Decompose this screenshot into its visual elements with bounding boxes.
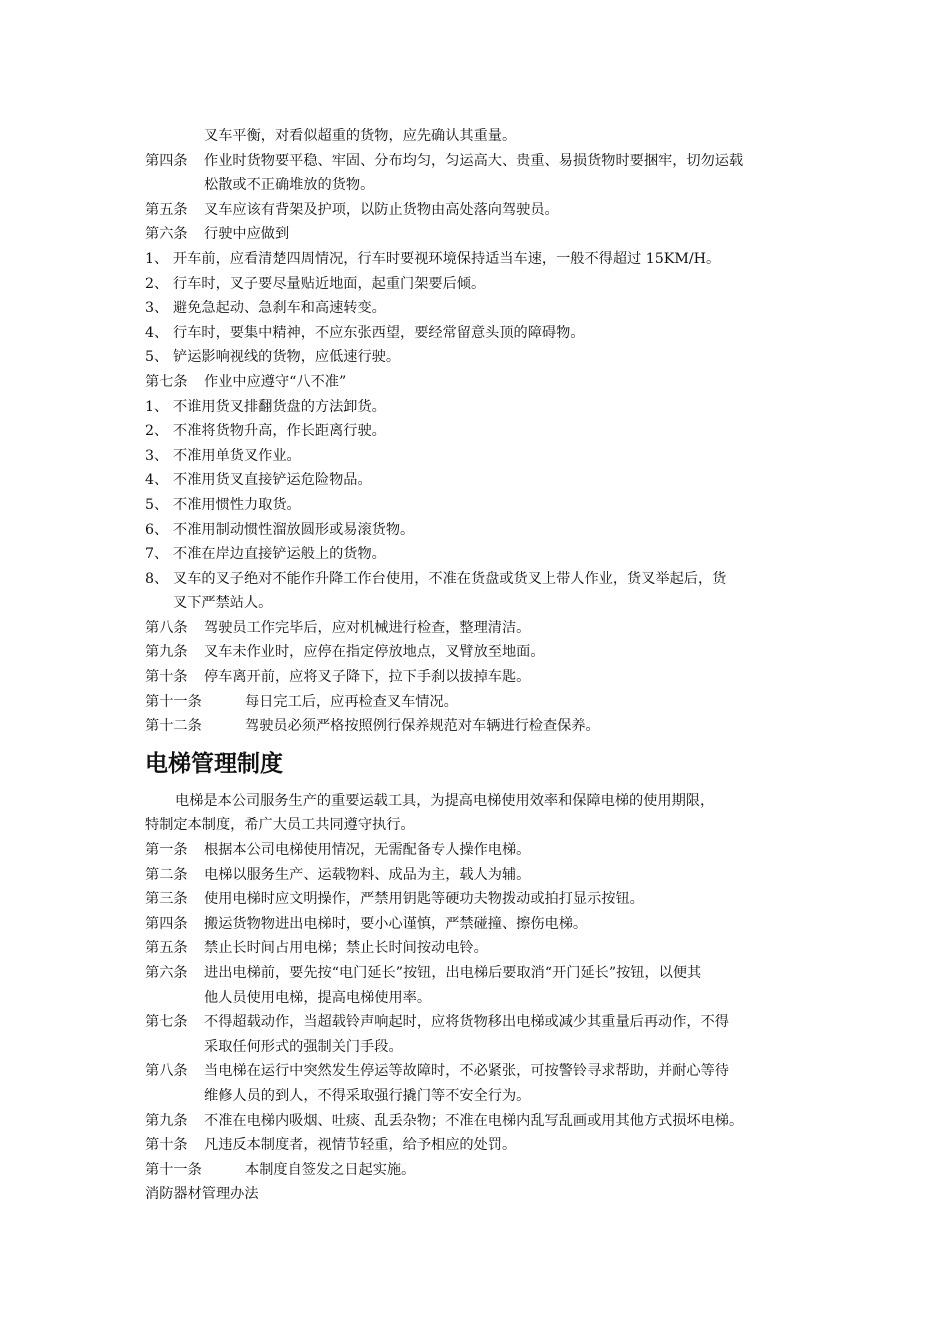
article-text: 使用电梯时应文明操作，严禁用钥匙等硬功夫物拨动或拍打显示按钮。 — [204, 891, 644, 908]
article-9 — [145, 640, 825, 665]
list-item-text: 避免急起动、急刹车和高速转变。 — [173, 300, 386, 317]
article-3 — [145, 887, 825, 912]
article-text: 叉车应该有背架及护项，以防止货物由高处落向驾驶员。 — [204, 201, 559, 218]
article-label: 第八条 — [145, 619, 188, 636]
article-11 — [145, 1158, 825, 1183]
article-1 — [145, 838, 825, 863]
article-label: 第二条 — [145, 866, 188, 883]
article-text: 根据本公司电梯使用情况，无需配备专人操作电梯。 — [204, 842, 531, 859]
list-item — [145, 567, 825, 592]
list-item-text: 不准用单货叉作业。 — [173, 447, 301, 464]
article-label: 第一条 — [145, 842, 188, 859]
article-7 — [145, 1010, 825, 1035]
list-item-number: 4、 — [145, 324, 169, 341]
list-item-continuation: 叉下严禁站人。 — [173, 595, 273, 612]
article-text: 驾驶员必须严格按照例行保养规范对车辆进行检查保养。 — [245, 718, 600, 735]
article-5 — [145, 936, 825, 961]
list-item-number: 2、 — [145, 275, 169, 292]
article-6 — [145, 961, 825, 986]
list-item-number: 6、 — [145, 521, 169, 538]
article-text: 叉车未作业时，应停在指定停放地点，叉臂放至地面。 — [204, 644, 545, 661]
list-item — [145, 419, 825, 444]
list-item-text: 不准用制动惯性溜放圆形或易滚货物。 — [173, 521, 415, 538]
section-heading: 电梯管理制度 — [145, 750, 283, 777]
article-4 — [145, 149, 825, 174]
list-item — [145, 247, 825, 272]
article-11 — [145, 690, 825, 715]
article-8 — [145, 1059, 825, 1084]
article-7 — [145, 370, 825, 395]
article-label: 第十一条 — [145, 693, 202, 710]
list-item-number: 5、 — [145, 349, 169, 366]
article-9 — [145, 1109, 825, 1134]
article-text: 停车离开前，应将叉子降下，拉下手刹以拔掉车匙。 — [204, 669, 531, 686]
list-item-text: 不谁用货叉排翻货盘的方法卸货。 — [173, 398, 386, 415]
list-item-text: 行车时，要集中精神，不应东张西望，要经常留意头顶的障碍物。 — [173, 324, 585, 341]
list-item-number: 1、 — [145, 398, 169, 415]
article-label: 第十二条 — [145, 718, 202, 735]
list-item — [145, 272, 825, 297]
article-8 — [145, 616, 825, 641]
list-item — [145, 395, 825, 420]
article-label: 第五条 — [145, 940, 188, 957]
article-text: 每日完工后，应再检查叉车情况。 — [245, 693, 458, 710]
list-item — [145, 468, 825, 493]
article-text: 电梯以服务生产、运载物料、成品为主，载人为辅。 — [204, 866, 531, 883]
article-text: 驾驶员工作完毕后，应对机械进行检查，整理清洁。 — [204, 619, 531, 636]
article-label: 第六条 — [145, 965, 188, 981]
list-item-number: 5、 — [145, 496, 169, 513]
list-item-text: 不准用货叉直接铲运危险物品。 — [173, 472, 372, 489]
article-text: 禁止长时间占用电梯；禁止长时间按动电铃。 — [204, 940, 488, 957]
list-item-text: 开车前，应看清楚四周情况，行车时要视环境保持适当车速，一般不得超过 15KM/H。 — [173, 250, 721, 267]
list-item — [145, 321, 825, 346]
paragraph-continuation: 叉车平衡，对看似超重的货物，应先确认其重量。 — [204, 128, 517, 144]
list-item-number: 3、 — [145, 300, 169, 317]
list-item — [145, 493, 825, 518]
list-item — [145, 518, 825, 543]
list-item-number: 7、 — [145, 546, 169, 563]
article-label: 第九条 — [145, 1112, 188, 1129]
list-item — [145, 444, 825, 469]
article-label: 第四条 — [145, 915, 188, 932]
list-item — [145, 542, 825, 567]
article-label: 第三条 — [145, 891, 188, 908]
article-label: 第五条 — [145, 201, 188, 218]
article-label: 第八条 — [145, 1063, 188, 1080]
article-8-continuation: 维修人员的到人，不得采取强行撬门等不安全行为。 — [204, 1087, 531, 1104]
list-item-number: 8、 — [145, 570, 169, 587]
list-item-number: 3、 — [145, 447, 169, 464]
article-text: 当电梯在运行中突然发生停运等故障时，不必紧张，可按警铃寻求帮助，并耐心等待 — [204, 1063, 729, 1080]
article-label: 第十条 — [145, 1137, 188, 1154]
intro-paragraph: 电梯是本公司服务生产的重要运载工具，为提高电梯使用效率和保障电梯的使用期限， — [175, 792, 715, 809]
list-item-text: 叉车的叉子绝对不能作升降工作台使用，不准在货盘或货叉上带人作业，货叉举起后，货 — [173, 570, 727, 587]
section-title: 消防器材管理办法 — [145, 1186, 259, 1203]
article-label: 第十一条 — [145, 1161, 202, 1178]
article-label: 第十条 — [145, 669, 188, 686]
document-body — [145, 124, 825, 1207]
article-label: 第六条 — [145, 226, 188, 243]
list-item-text: 铲运影响视线的货物，应低速行驶。 — [173, 349, 401, 366]
article-label: 第四条 — [145, 152, 188, 169]
article-text: 不得超载动作，当超载铃声响起时，应将货物移出电梯或减少其重量后再动作，不得 — [204, 1014, 729, 1031]
list-item-text: 不准用惯性力取货。 — [173, 496, 301, 513]
list-item-number: 4、 — [145, 472, 169, 489]
list-item — [145, 296, 825, 321]
article-text: 搬运货物物进出电梯时，要小心谨慎，严禁碰撞、擦伤电梯。 — [204, 915, 588, 932]
intro-paragraph-continuation: 特制定本制度，希广大员工共同遵守执行。 — [145, 817, 415, 834]
article-4 — [145, 912, 825, 937]
article-text: 凡违反本制度者，视情节轻重，给予相应的处罚。 — [204, 1137, 517, 1154]
list-item-text: 行车时，叉子要尽量贴近地面，起重门架要后倾。 — [173, 275, 486, 292]
list-item — [145, 345, 825, 370]
list-item-number: 1、 — [145, 250, 169, 267]
article-5 — [145, 198, 825, 223]
article-label: 第九条 — [145, 644, 188, 661]
article-text: 本制度自签发之日起实施。 — [245, 1161, 416, 1178]
list-item-number: 2、 — [145, 423, 169, 440]
article-2 — [145, 863, 825, 888]
article-6 — [145, 222, 825, 247]
article-text: 作业时货物要平稳、牢固、分布均匀，匀运高大、贵重、易损货物时要捆牢，切勿运载 — [204, 152, 744, 169]
article-4-continuation: 松散或不正确堆放的货物。 — [204, 177, 375, 194]
list-item-text: 不准将货物升高，作长距离行驶。 — [173, 423, 386, 440]
article-text: 行驶中应做到 — [204, 226, 290, 243]
article-text: 进出电梯前，要先按“电门延长”按钮，出电梯后要取消“开门延长”按钮，以便其 — [204, 965, 702, 981]
article-text: 作业中应遵守“八不准” — [204, 373, 347, 390]
article-10 — [145, 665, 825, 690]
article-6-continuation: 他人员使用电梯，提高电梯使用率。 — [204, 989, 432, 1006]
article-10 — [145, 1133, 825, 1158]
article-label: 第七条 — [145, 373, 188, 390]
article-7-continuation: 采取任何形式的强制关门手段。 — [204, 1038, 403, 1055]
list-item-text: 不准在岸边直接铲运般上的货物。 — [173, 546, 386, 563]
article-text: 不准在电梯内吸烟、吐痰、乱丢杂物；不准在电梯内乱写乱画或用其他方式损坏电梯。 — [204, 1112, 744, 1129]
article-12 — [145, 714, 825, 739]
article-label: 第七条 — [145, 1014, 188, 1031]
